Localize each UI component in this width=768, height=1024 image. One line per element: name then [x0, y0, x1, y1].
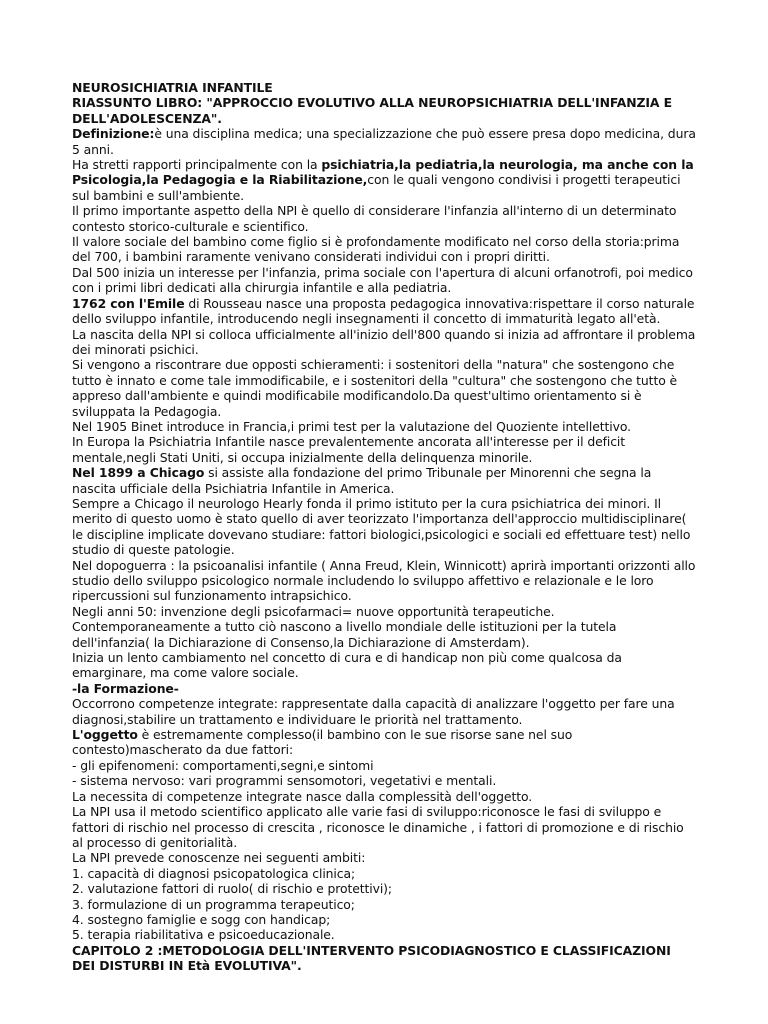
numbered-item: 5. terapia riabilitativa e psicoeducazionale.	[72, 927, 335, 943]
paragraph: Nel dopoguerra : la psicoanalisi infantile ( Anna Freud, Klein, Winnicott) aprirà importanti orizzonti allo studio dello sviluppo psicologico normale includendo lo sviluppo affettivo e relazionale e le loro ripercussioni sul funzionamento intrapsichico.	[72, 557, 696, 604]
paragraph: La NPI usa il metodo scientifico applicato alle varie fasi di sviluppo:riconosce le fasi di sviluppo e fattori di rischio nel processo di crescita , riconosce le dinamiche , i fattori di promozione e di rischio al processo di genitorialità.	[72, 804, 684, 850]
numbered-item: 1. capacità di diagnosi psicopatologica clinica;	[72, 865, 356, 881]
bold-term: L'oggetto	[72, 727, 138, 743]
section-heading-formazione: -la Formazione-	[72, 680, 179, 696]
list-item: - sistema nervoso: vari programmi sensomotori, vegetativi e mentali.	[72, 773, 497, 789]
paragraph-rapporti	[72, 157, 696, 203]
paragraph: Il valore sociale del bambino come figlio si è profondamente modificato nel corso della storia:prima del 700, i bambini raramente venivano considerati individui con i propri diritti.	[72, 234, 680, 265]
numbered-item: 4. sostegno famiglie e sogg con handicap;	[72, 911, 331, 927]
paragraph: Negli anni 50: invenzione degli psicofarmaci= nuove opportunità terapeutiche.	[72, 603, 555, 619]
paragraph-text: è una disciplina medica; una specializzazione che può essere presa dopo medicina, dura 5 anni.	[72, 126, 696, 157]
chapter-heading: CAPITOLO 2 :METODOLOGIA DELL'INTERVENTO PSICODIAGNOSTICO E CLASSIFICAZIONI DEI DISTURBI IN Età EVOLUTIVA".	[72, 942, 671, 974]
paragraph-definizione	[72, 126, 696, 157]
paragraph: Inizia un lento cambiamento nel concetto di cura e di handicap non più come qualcosa da emarginare, ma come valore sociale.	[72, 650, 622, 681]
paragraph: La nascita della NPI si colloca ufficialmente all'inizio dell'800 quando si inizia ad affrontare il problema dei minorati psichici.	[72, 326, 696, 357]
paragraph: La NPI prevede conoscenze nei seguenti ambiti:	[72, 850, 366, 866]
numbered-item: 2. valutazione fattori di ruolo( di rischio e protettivi);	[72, 881, 392, 897]
bold-term: 1762 con l'Emile	[72, 295, 185, 311]
paragraph: Contemporaneamente a tutto ciò nascono a livello mondiale delle istituzioni per la tutela dell'infanzia( la Dichiarazione di Consenso,la Dichiarazione di Amsterdam).	[72, 619, 617, 650]
paragraph: Occorrono competenze integrate: rappresentate dalla capacità di analizzare l'oggetto per fare una diagnosi,stabilire un trattamento e individuare le priorità nel trattamento.	[72, 696, 675, 727]
list-item: - gli epifenomeni: comportamenti,segni,e sintomi	[72, 757, 374, 773]
paragraph-text: è estremamente complesso(il bambino con le sue risorse sane nel suo contesto)mascherato da due fattori:	[72, 727, 573, 758]
paragraph-text: si assiste alla fondazione del primo Tribunale per Minorenni che segna la nascita ufficiale della Psichiatria Infantile in America.	[72, 465, 652, 496]
document-subtitle: RIASSUNTO LIBRO: "APPROCCIO EVOLUTIVO ALLA NEUROPSICHIATRIA DELL'INFANZIA E DELL'ADOLESCENZA".	[72, 95, 672, 126]
paragraph-chicago	[72, 465, 696, 496]
paragraph-emile	[72, 296, 696, 327]
paragraph: Si vengono a riscontrare due opposti schieramenti: i sostenitori della "natura" che sostengono che tutto è innato e come tale immodificabile, e i sostenitori della "cultura" che sostengono che tutto è appreso dall'ambiente e quindi modificabile modificandolo.Da quest'ultimo orientamento si è sviluppata la Pedagogia.	[72, 357, 678, 419]
paragraph: Dal 500 inizia un interesse per l'infanzia, prima sociale con l'apertura di alcuni orfanotrofi, poi medico con i primi libri dedicati alla chirurgia infantile e alla pediatria.	[72, 264, 693, 296]
bold-term: Nel 1899 a Chicago	[72, 465, 205, 481]
paragraph: Sempre a Chicago il neurologo Hearly fonda il primo istituto per la cura psichiatrica dei minori. Il merito di questo uomo è stato quello di aver teorizzato l'importanza dell'approccio multidisciplinare( le discipline implicate dovevano studiare: fattori biologici,psicologici e sociali ed effettuare test) nello studio di queste patologie.	[72, 495, 691, 558]
paragraph: Il primo importante aspetto della NPI è quello di considerare l'infanzia all'interno di un determinato contesto storico-culturale e scientifico.	[72, 203, 677, 234]
bold-term: Definizione:	[72, 126, 155, 142]
document-page	[72, 80, 696, 974]
paragraph-oggetto	[72, 727, 696, 758]
document-title: NEUROSICHIATRIA INFANTILE	[72, 80, 273, 95]
paragraph: In Europa la Psichiatria Infantile nasce prevalentemente ancorata all'interesse per il deficit mentale,negli Stati Uniti, si occupa inizialmente della delinquenza minorile.	[72, 434, 626, 465]
paragraph-text: Ha stretti rapporti principalmente con la	[72, 157, 322, 173]
numbered-item: 3. formulazione di un programma terapeutico;	[72, 896, 355, 912]
bold-term: psichiatria,la pediatria,la neurologia, ma anche con la Psicologia,la Pedagogia e la Riabilitazione,	[72, 157, 694, 188]
paragraph: Nel 1905 Binet introduce in Francia,i primi test per la valutazione del Quoziente intellettivo.	[72, 418, 631, 434]
paragraph-text: di Rousseau nasce una proposta pedagogica innovativa:rispettare il corso naturale dello sviluppo infantile, introducendo negli insegnamenti il concetto di immaturità legato all'età.	[72, 295, 695, 327]
paragraph-text: con le quali vengono condivisi i progetti terapeutici sul bambini e sull'ambiente.	[72, 172, 681, 203]
paragraph: La necessita di competenze integrate nasce dalla complessità dell'oggetto.	[72, 788, 533, 804]
